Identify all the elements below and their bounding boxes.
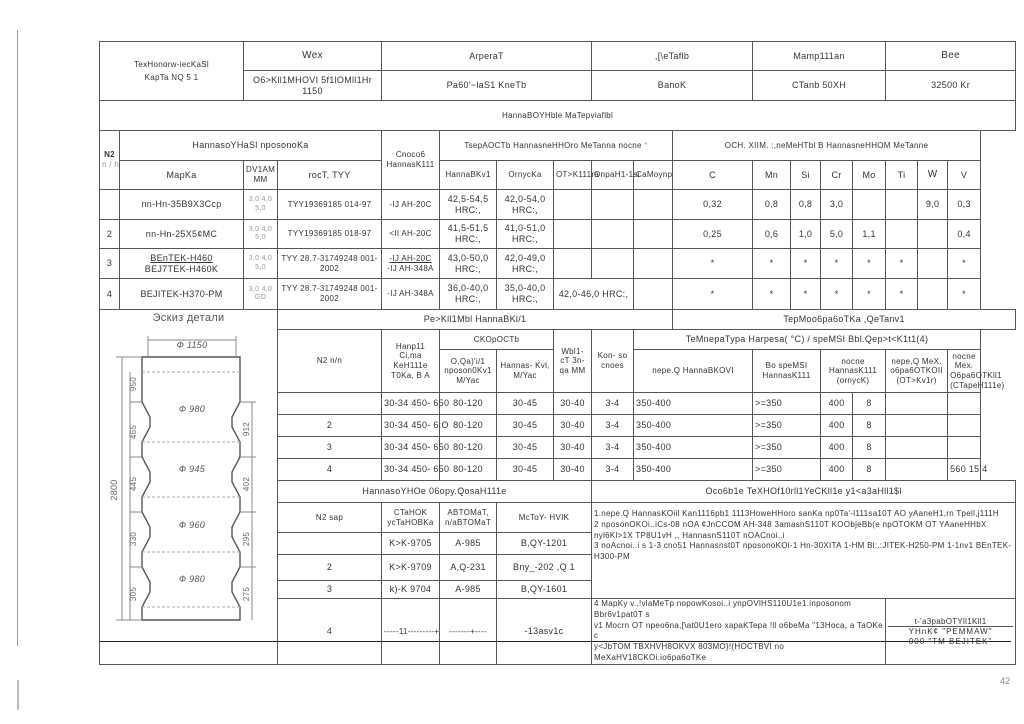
mode-current: [382, 393, 450, 415]
chem-v: *: [948, 279, 981, 310]
part-value: BanoK: [592, 71, 753, 101]
wire-diameter: 3,0 4,0 5,0: [244, 220, 278, 249]
thermal-during: >=350: [753, 459, 821, 481]
equip-no: 4: [278, 599, 382, 665]
stamp-title: t-'a3pabOTYll1Kll1: [888, 617, 1013, 628]
mode-weld-speed: 30-45: [497, 393, 554, 415]
dim-d960: Ф 960: [178, 520, 206, 530]
thermal-after-mech: [948, 459, 988, 481]
mode-layers: 3-4: [592, 415, 634, 437]
hardness-4: [592, 249, 634, 279]
col-element-si: Si: [791, 161, 821, 190]
equip-no: 2: [278, 555, 382, 581]
binding-mark: [17, 680, 19, 710]
dim-left-950: 950: [129, 376, 138, 392]
row-no: [100, 190, 120, 220]
mode-step: 30-40: [554, 437, 592, 459]
col-brand: MapKa: [120, 161, 244, 190]
mode-current-value: 30-34: [384, 464, 409, 475]
chem-cr: *: [821, 279, 853, 310]
col-element-mn: Mn: [753, 161, 791, 190]
mode-current-value: 30-34: [384, 420, 409, 431]
hardness-3: 42,0-46,0 HRC:,: [554, 279, 634, 310]
binding-line: [17, 30, 18, 646]
dim-right-912: 912: [242, 421, 251, 437]
hardness-5: [634, 249, 673, 279]
hardness-5: [634, 220, 673, 249]
material-row: [100, 279, 1016, 310]
thermal-before-mech: [886, 415, 948, 437]
chem-w: [918, 220, 948, 249]
hardness-1: 42,5-54,5 HRC:,: [440, 190, 497, 220]
equip-stan: -----11---------+: [382, 599, 440, 665]
equip-stan: K>K-9705: [382, 533, 440, 555]
mode-no: [278, 393, 382, 415]
row-no: 3: [100, 249, 120, 279]
thermal-after-mech: [948, 415, 981, 437]
col-h4: OnpaH1-1si: [592, 161, 634, 190]
wire-brand-primary: BEnTEK-H460: [150, 252, 213, 263]
equip-auto: -------+----: [440, 599, 497, 665]
dim-d1150: Ф 1150: [176, 340, 208, 350]
mode-col-layers: Kon- so cnoes: [592, 330, 634, 393]
mode-title: Pe>Kll1Mbl HannaBKl/1: [278, 310, 673, 330]
chem-mo: 1,1: [853, 220, 886, 249]
chem-v: *: [948, 249, 981, 279]
col-no-label: N2: [104, 150, 115, 160]
col-diameter: DV1AM MM: [244, 161, 278, 190]
chem-ti: *: [886, 249, 918, 279]
mode-wire-speed: 80-120: [440, 393, 497, 415]
chem-ti: [886, 190, 918, 220]
mode-current: [382, 437, 450, 459]
chem-cr: *: [821, 249, 853, 279]
weight-label: Bee: [886, 42, 1016, 71]
thermal-before: 350-400: [634, 393, 753, 415]
mode-current: [382, 459, 450, 481]
dim-left-305: 305: [129, 586, 138, 602]
mode-current-value: 30-34: [384, 442, 409, 453]
mode-current-sub: KeH111e T0Ka, B A: [391, 361, 430, 380]
mode-col-weld-speed: Hannas- Kvl, M/Yac: [497, 350, 554, 393]
equip-col-stan: CTaHOK ycTaHOBKa: [382, 503, 440, 533]
col-element-cr: Cr: [821, 161, 853, 190]
mode-current-label: Hanp11 Ci,ma: [395, 341, 426, 361]
thermal-before: 350-400: [634, 437, 753, 459]
thermal-during: >=350: [753, 415, 821, 437]
wire-brand: nn-Hn-35B9X3Ccp: [120, 190, 244, 220]
stamp-line-1: YHnK¢ "PEMMAW": [908, 627, 993, 637]
section-title: HannaBOYHble MaTepviaflbl: [100, 101, 1016, 131]
mode-col-step: Wbl1- cT 3n-qa MM: [554, 330, 592, 393]
weld-method: -IJ AH-348A: [382, 279, 440, 310]
col-chem-group: OCH. XIIM. :,neMeHTbl B HannasneHHOM MeTanne: [673, 131, 981, 161]
hardness-5: [634, 279, 673, 310]
chem-si: *: [791, 249, 821, 279]
equip-source: -13asv1c: [497, 599, 592, 665]
wire-gost: TYY 28.7-31749248 001-2002: [278, 279, 382, 310]
material-label: Mamp111an: [753, 42, 886, 71]
thermal-after: 400: [821, 393, 853, 415]
notes-title: Oco6b1e TeXHOf10rll1YeCKll1e y1<a3aHll1$l: [592, 481, 1016, 503]
dim-left-330: 330: [129, 531, 138, 547]
thermal-before: 350-400: [634, 415, 753, 437]
dim-right-402: 402: [242, 476, 251, 492]
chem-c: 0,32: [673, 190, 753, 220]
wire-brand: nn-Hn-25X5¢MC: [120, 220, 244, 249]
equip-source: B,QY-1601: [497, 581, 592, 599]
weld-method-secondary: -IJ AH-348A: [387, 263, 434, 273]
equip-auto: A,Q-231: [440, 555, 497, 581]
col-h1: HannaBKv1: [440, 161, 497, 190]
chem-ti: [886, 220, 918, 249]
wire-diameter: 3,0 4,0 5,0: [244, 190, 278, 220]
col-h3: OT>K111ra: [554, 161, 592, 190]
process-card-table: [99, 41, 1016, 665]
chem-si: 1,0: [791, 220, 821, 249]
col-element-w: W: [918, 161, 948, 190]
technical-notes: [592, 503, 1016, 599]
chem-c: *: [673, 279, 753, 310]
part-label: ,[\eTaflb: [592, 42, 753, 71]
thermal-after-hours: 8: [853, 393, 886, 415]
hardness-2: 42,0-54,0 HRC:,: [497, 190, 554, 220]
chem-mo: *: [853, 249, 886, 279]
thermal-during: >=350: [753, 393, 821, 415]
col-element-c: C: [673, 161, 753, 190]
col-element-ti: Ti: [886, 161, 918, 190]
col-no: [100, 131, 120, 190]
note-4: 4 MapKy v.,!vlaMeTp nopowKosoi..i ynpOVlHS110U1e1.inposonom Bbr6v1pat0T s: [594, 599, 852, 619]
hardness-1: 41,5-51,5 HRC:,: [440, 220, 497, 249]
col-hardness-group: [440, 131, 673, 161]
wire-gost: TYY19369185 018-97: [278, 220, 382, 249]
weld-method: <II AH-20C: [382, 220, 440, 249]
thermal-before-mech: [886, 437, 948, 459]
wire-gost: TYY19369185 014-97: [278, 190, 382, 220]
hardness-group-label: TsepAOCTb HannasneHHOro MeTanna nocne: [464, 140, 642, 150]
mode-col-no: N2 n/n: [278, 330, 382, 393]
mode-step: 30-40: [554, 393, 592, 415]
mode-wire-speed: 80-120: [440, 415, 497, 437]
card-number: KapTa NQ 5 1: [144, 72, 199, 82]
note-1: 1.nepe.Q HannasKOiil Kan1116pb1 1113HoweHHoro sanKa np0Ta'-l111sa10T AO yAaneH1,rn Tpell,j111H: [594, 509, 999, 518]
thermal-after-mech-hours: 15 4: [968, 464, 988, 475]
equip-col-no: N2 sap: [278, 503, 382, 533]
chem-mo: [853, 190, 886, 220]
equip-auto: A-985: [440, 581, 497, 599]
thermal-after: 400: [821, 415, 853, 437]
mode-no: 3: [278, 437, 382, 459]
hardness-1: 43,0-50,0 HRC:,: [440, 249, 497, 279]
col-np-label: n / h: [102, 160, 120, 169]
dim-d980-top: Ф 980: [178, 404, 206, 414]
chem-mn: *: [753, 249, 791, 279]
chem-mn: 0,6: [753, 220, 791, 249]
thermal-after-mech: [948, 393, 981, 415]
mode-step: 30-40: [554, 415, 592, 437]
mode-wire-speed: 80-120: [440, 437, 497, 459]
hardness-3: [554, 220, 592, 249]
mode-weld-speed: 30-45: [497, 437, 554, 459]
chem-mn: 0,8: [753, 190, 791, 220]
hardness-5: [634, 190, 673, 220]
chem-ti: *: [886, 279, 918, 310]
chem-w: [918, 279, 948, 310]
thermal-col-before: nepe.Q HannaBKOVI: [634, 350, 753, 393]
aggregate-value: Pa60'~laS1 KneTb: [382, 71, 592, 101]
equip-col-source: McToY- HVIK: [497, 503, 592, 533]
dim-right-275: 275: [242, 586, 251, 602]
wire-brand: [120, 249, 244, 279]
page-number: 42: [999, 676, 1010, 686]
dim-d945: Ф 945: [178, 464, 206, 474]
thermal-during: >=350: [753, 437, 821, 459]
thermal-col-during: Bo speMSI HannasK111: [753, 350, 821, 393]
thermal-after: 400: [821, 437, 853, 459]
note-6: y<JbTOM TBXHVH8OKVX 803MO}!(HOCTBVI no MeXaHV18CKOi.io6pa6oTKe: [594, 642, 785, 662]
mode-col-current: [382, 330, 440, 393]
chem-v: 0,4: [948, 220, 981, 249]
note-2: 2 nposonOKOi..iCs-08 nOA ¢JnCCOM AH-348 3amasnS110T KOObjeBb(e npOTOKM OT YAaneHHbX nyl6Kl>1X TP8U1vH ,, HannasnS110T nOACnoi..i: [594, 519, 987, 540]
mode-no: 4: [278, 459, 382, 481]
dim-left-445: 445: [129, 476, 138, 492]
dim-right-295: 295: [242, 531, 251, 547]
hardness-mark: *: [644, 140, 648, 150]
col-element-v: V: [948, 161, 981, 190]
chem-mn: *: [753, 279, 791, 310]
equip-stan: k)-K 9704: [382, 581, 440, 599]
mode-amp-value: 450- 650: [411, 398, 450, 409]
card-title: [100, 42, 244, 101]
workshop-label: Wex: [244, 42, 382, 71]
row-no: 4: [100, 279, 120, 310]
chem-c: *: [673, 249, 753, 279]
part-sketch: [100, 310, 278, 665]
sketch-title: Эскиз детали: [152, 312, 225, 324]
mode-step: 30-40: [554, 459, 592, 481]
chem-cr: 5,0: [821, 220, 853, 249]
mode-layers: 3-4: [592, 437, 634, 459]
workshop-value: O6>Kll1MHOVI 5f1lOMll1Hr 1150: [244, 71, 382, 101]
mode-col-wire-speed: O,Qa)'i/1 nposon0Kv1 M/Yac: [440, 350, 497, 393]
col-gost: rocT, TYY: [278, 161, 382, 190]
equip-source: Bny_-202 ,Q 1: [497, 555, 592, 581]
equip-stan: K>K-9709: [382, 555, 440, 581]
equip-no: 3: [278, 581, 382, 599]
thermal-after-hours: 8: [853, 459, 886, 481]
mode-no: 2: [278, 415, 382, 437]
note-3: 3 noAcnoi..i s 1-3 cno51 Hannasnst0T nposonoKOi-1 Hn-30XITA 1-HM Bl:.:JITEK-H250-PM 1-1nv1 BEnTEK-H300-PM: [594, 541, 1012, 562]
equip-auto: A-985: [440, 533, 497, 555]
equip-col-auto: ABTOMaT, n/aBTOMaT: [440, 503, 497, 533]
chem-mo: *: [853, 279, 886, 310]
hardness-4: [592, 190, 634, 220]
material-value: CTanb 50XH: [753, 71, 886, 101]
wire-brand: BEJITEK-H370-PM: [120, 279, 244, 310]
developer-stamp: [886, 599, 1016, 665]
equip-no: [278, 533, 382, 555]
mode-amp-value: 450- 6:O: [411, 420, 449, 431]
hardness-2: 42,0-49,0 HRC:,: [497, 249, 554, 279]
chem-cr: 3,0: [821, 190, 853, 220]
mode-current-value: 30-34: [384, 398, 409, 409]
aggregate-label: ArperaT: [382, 42, 592, 71]
wire-diameter: 3,0 4,0 GO: [244, 279, 278, 310]
equip-title: HannasoYHOe 06opy.QosaH111e: [278, 481, 592, 503]
hardness-1: 36,0-40,0 HRC:,: [440, 279, 497, 310]
wire-gost: TYY 28.7-31749248 001-2002: [278, 249, 382, 279]
stamp-line-2: 000 "TM BEJITEK": [908, 636, 993, 646]
thermal-before-mech: [886, 393, 948, 415]
mode-layers: 3-4: [592, 459, 634, 481]
chem-si: *: [791, 279, 821, 310]
thermal-before-mech: [886, 459, 948, 481]
thermal-before: 350-400: [634, 459, 753, 481]
roller-drawing: [100, 332, 278, 657]
chem-si: 0,8: [791, 190, 821, 220]
weld-method: [382, 249, 440, 279]
equip-source: B,QY-1201: [497, 533, 592, 555]
col-h2: OrnycKa: [497, 161, 554, 190]
chem-c: 0,25: [673, 220, 753, 249]
hardness-2: 35,0-40,0 HRC:,: [497, 279, 554, 310]
thermal-temp-title: TeMnepaTypa Harpesa( °C) / speMSI Bbl.Qep>t<K1t1(4): [634, 330, 981, 350]
mode-amp-value: 450- 650: [411, 442, 450, 453]
weld-method-primary: -IJ AH-20C: [389, 253, 432, 263]
chem-w: 9,0: [918, 190, 948, 220]
row-no: 2: [100, 220, 120, 249]
wire-brand-secondary: BEJ7TEK-H460K: [144, 263, 219, 274]
mode-layers: 3-4: [592, 393, 634, 415]
weight-value: 32500 Kr: [886, 71, 1016, 101]
material-row: [100, 190, 1016, 220]
mode-weld-speed: 30-45: [497, 459, 554, 481]
chem-w: [918, 249, 948, 279]
dim-d980-bottom: Ф 980: [178, 574, 206, 584]
col-h5: CaMoynp: [634, 161, 673, 190]
dim-total-2800: 2800: [109, 479, 119, 501]
mode-col-speed: CKOpOCTb: [440, 330, 554, 350]
mode-current: [382, 415, 449, 437]
thermal-col-after-mech: nocne Mex. O6pa6OTKll1 (CTapeH111e): [948, 350, 981, 393]
thermal-after-mech: [948, 437, 981, 459]
col-wire-group: HannasoYHaSl nposonoKa: [120, 131, 382, 161]
wire-diameter: 3,0 4,0 5,0: [244, 249, 278, 279]
thermal-col-before-mech: nepe,Q MeX. o6pa6OTKOII (OT>Kv1r): [886, 350, 948, 393]
mode-weld-speed: 30-45: [497, 415, 554, 437]
mode-amp-value: 450- 650: [411, 464, 450, 475]
mode-wire-speed: 80-120: [440, 459, 497, 481]
technical-notes-cont: [592, 599, 886, 665]
thermal-title: TepMoo6pa6oTKa ,QeTanv1: [673, 310, 1016, 330]
card-title-line1: TexHonorw-iecKaSl: [134, 59, 209, 69]
material-row: [100, 220, 1016, 249]
dim-left-465: 465: [129, 424, 138, 440]
hardness-3: [554, 190, 592, 220]
note-5: v1 Mocrn OT npeo6na,[\at0U1ero xapaKTepa !ll o6beMa "13Hoca, a TaOKe c: [594, 620, 883, 641]
weld-method: -IJ AH-20C: [382, 190, 440, 220]
thermal-after-hours: 8: [853, 415, 886, 437]
thermal-after-hours: 8: [853, 437, 886, 459]
thermal-after: 400: [821, 459, 853, 481]
thermal-col-after: nocne HannasK111 (ornycK): [821, 350, 886, 393]
hardness-4: [592, 220, 634, 249]
material-row: [100, 249, 1016, 279]
col-element-mo: Mo: [853, 161, 886, 190]
col-method: Cnoco6 HannasK111: [382, 131, 440, 190]
hardness-3: [554, 249, 592, 279]
chem-v: 0,3: [948, 190, 981, 220]
thermal-after-mech-temp: 560: [950, 464, 966, 475]
hardness-2: 41,0-51,0 HRC:,: [497, 220, 554, 249]
